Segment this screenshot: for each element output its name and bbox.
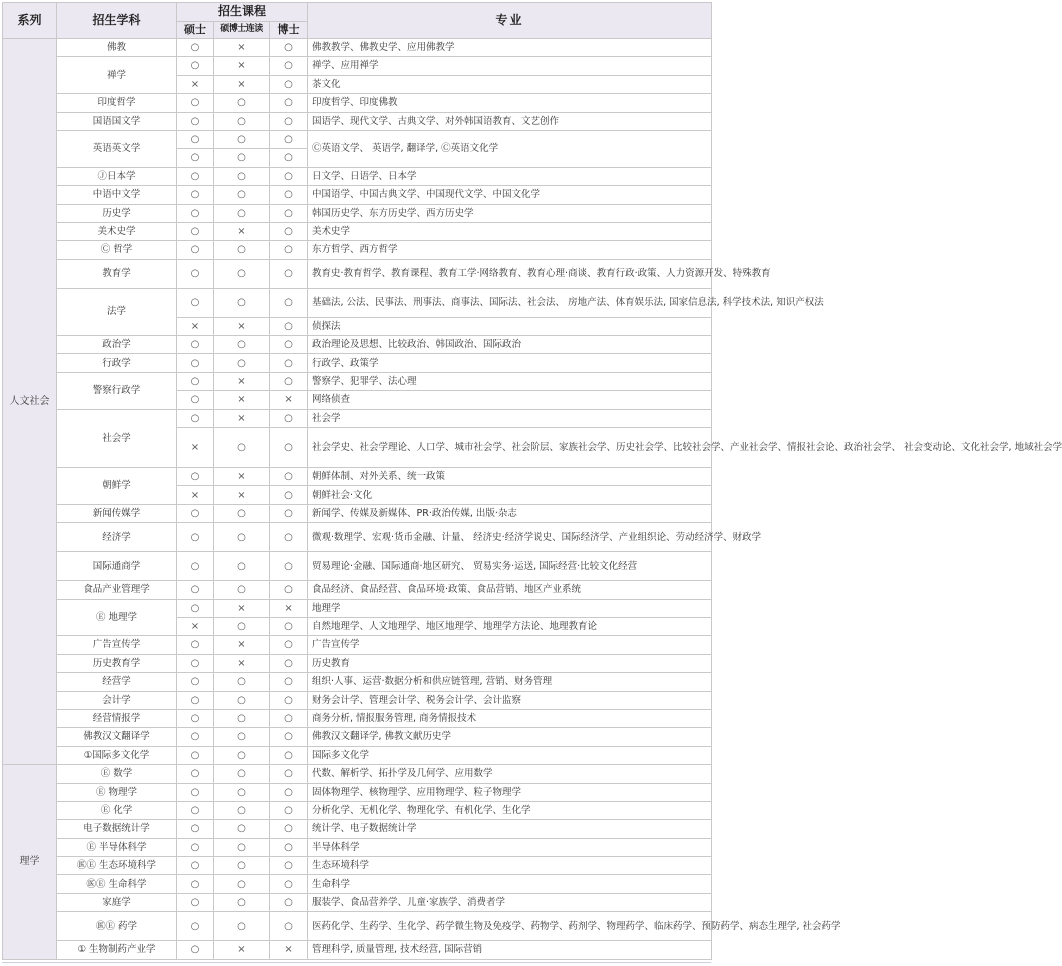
subject-cell: Ⓔ 半导体科学: [57, 838, 177, 856]
masters-mark: ×: [177, 617, 214, 635]
subject-cell: 会计学: [57, 691, 177, 709]
major-cell: 侦探法: [308, 317, 712, 335]
masters-mark: ○: [177, 94, 214, 112]
combined-mark: ×: [214, 372, 270, 390]
major-cell: 分析化学、无机化学、物理化学、有机化学、生化学: [308, 801, 712, 819]
masters-mark: ○: [177, 581, 214, 599]
masters-mark: ○: [177, 186, 214, 204]
masters-mark: ○: [177, 941, 214, 959]
masters-mark: ○: [177, 893, 214, 911]
subject-cell: 历史学: [57, 204, 177, 222]
combined-mark: ×: [214, 486, 270, 504]
major-cell: 历史教育: [308, 654, 712, 672]
table-row: [3, 691, 712, 709]
masters-mark: ○: [177, 523, 214, 552]
masters-mark: ○: [177, 167, 214, 185]
table-row: [3, 57, 712, 75]
doctor-mark: ○: [270, 57, 308, 75]
combined-mark: ○: [214, 746, 270, 764]
major-cell: 医药化学、生药学、生化学、药学微生物及免疫学、药物学、药剂学、物理药学、临床药学、预防药学、病态生理学, 社会药学: [308, 912, 712, 941]
masters-mark: ○: [177, 636, 214, 654]
major-cell: 佛教汉文翻译学, 佛教文献历史学: [308, 728, 712, 746]
doctor-mark: ×: [270, 599, 308, 617]
doctor-mark: ○: [270, 875, 308, 893]
subject-cell: 食品产业管理学: [57, 581, 177, 599]
major-cell: 佛教教学、佛教史学、应用佛教学: [308, 39, 712, 57]
doctor-mark: ○: [270, 167, 308, 185]
combined-mark: ○: [214, 428, 270, 468]
doctor-mark: ○: [270, 617, 308, 635]
masters-mark: ○: [177, 112, 214, 130]
doctor-mark: ○: [270, 552, 308, 581]
masters-mark: ○: [177, 728, 214, 746]
major-cell: 财务会计学、管理会计学、税务会计学、会计监察: [308, 691, 712, 709]
table-row: [3, 820, 712, 838]
major-cell: 基础法, 公法、民事法、刑事法、商事法、国际法、社会法、 房地产法、体育娱乐法, 国家信息法, 科学技术法, 知识产权法: [308, 288, 712, 317]
combined-mark: ○: [214, 783, 270, 801]
doctor-mark: ○: [270, 893, 308, 911]
masters-mark: ○: [177, 409, 214, 427]
doctor-mark: ○: [270, 523, 308, 552]
doctor-mark: ×: [270, 391, 308, 409]
masters-mark: ×: [177, 317, 214, 335]
masters-mark: ○: [177, 673, 214, 691]
major-cell: 服装学、食品营养学、儿童·家族学、消费者学: [308, 893, 712, 911]
doctor-mark: ○: [270, 820, 308, 838]
table-header: [3, 3, 712, 39]
doctor-mark: ○: [270, 486, 308, 504]
doctor-mark: ○: [270, 204, 308, 222]
table-row: [3, 94, 712, 112]
masters-mark: ○: [177, 654, 214, 672]
subject-cell: 社会学: [57, 409, 177, 467]
doctor-mark: ○: [270, 581, 308, 599]
doctor-mark: ○: [270, 801, 308, 819]
table-row: [3, 941, 712, 959]
combined-mark: ○: [214, 765, 270, 783]
table-row: [3, 599, 712, 617]
subject-cell: ㊩Ⓔ 生命科学: [57, 875, 177, 893]
subject-cell: 历史教育学: [57, 654, 177, 672]
subject-cell: Ⓔ 化学: [57, 801, 177, 819]
doctor-mark: ○: [270, 94, 308, 112]
doctor-mark: ○: [270, 354, 308, 372]
major-cell: 社会学: [308, 409, 712, 427]
major-cell: 政治理论及思想、比较政治、韩国政治、国际政治: [308, 336, 712, 354]
table-row: [3, 728, 712, 746]
table-row: [3, 468, 712, 486]
doctor-mark: ○: [270, 428, 308, 468]
masters-mark: ○: [177, 552, 214, 581]
masters-mark: ○: [177, 57, 214, 75]
table-row: [3, 801, 712, 819]
doctor-mark: ○: [270, 259, 308, 288]
header-masters: 硕士: [177, 22, 214, 39]
combined-mark: ○: [214, 838, 270, 856]
subject-cell: ①国际多文化学: [57, 746, 177, 764]
masters-mark: ○: [177, 288, 214, 317]
table-row: [3, 39, 712, 57]
major-cell: 中国语学、中国古典文学、中国现代文学、中国文化学: [308, 186, 712, 204]
subject-cell: ㊩Ⓔ 生态环境科学: [57, 857, 177, 875]
subject-cell: 电子数据统计学: [57, 820, 177, 838]
major-cell: 新闻学、传媒及新媒体、PR·政治传媒, 出版·杂志: [308, 504, 712, 522]
combined-mark: ×: [214, 39, 270, 57]
major-cell: 东方哲学、西方哲学: [308, 241, 712, 259]
major-cell: Ⓒ英语文学、 英语学, 翻译学, Ⓒ英语文化学: [308, 130, 712, 167]
table-row: [3, 857, 712, 875]
table-row: [3, 336, 712, 354]
combined-mark: ×: [214, 57, 270, 75]
subject-cell: 中语中文学: [57, 186, 177, 204]
table-row: [3, 112, 712, 130]
header-doctor: 博士: [270, 22, 308, 39]
combined-mark: ○: [214, 504, 270, 522]
major-cell: 生态环境科学: [308, 857, 712, 875]
subject-cell: 朝鲜学: [57, 468, 177, 505]
doctor-mark: ○: [270, 504, 308, 522]
subject-cell: ㊩Ⓔ 药学: [57, 912, 177, 941]
subject-cell: 印度哲学: [57, 94, 177, 112]
masters-mark: ○: [177, 765, 214, 783]
combined-mark: ○: [214, 857, 270, 875]
doctor-mark: ○: [270, 857, 308, 875]
bottom-divider: [2, 962, 711, 963]
table-row: [3, 259, 712, 288]
doctor-mark: ○: [270, 75, 308, 93]
masters-mark: ○: [177, 746, 214, 764]
masters-mark: ○: [177, 204, 214, 222]
doctor-mark: ○: [270, 149, 308, 167]
doctor-mark: ○: [270, 912, 308, 941]
combined-mark: ×: [214, 468, 270, 486]
masters-mark: ○: [177, 354, 214, 372]
subject-cell: 经营学: [57, 673, 177, 691]
masters-mark: ○: [177, 241, 214, 259]
subject-cell: Ⓔ 物理学: [57, 783, 177, 801]
table-row: [3, 167, 712, 185]
combined-mark: ○: [214, 259, 270, 288]
major-cell: 朝鲜体制、对外关系、统一政策: [308, 468, 712, 486]
header-courses: 招生课程: [177, 3, 308, 22]
combined-mark: ×: [214, 409, 270, 427]
doctor-mark: ○: [270, 39, 308, 57]
masters-mark: ×: [177, 428, 214, 468]
subject-cell: 法学: [57, 288, 177, 335]
combined-mark: ○: [214, 617, 270, 635]
table-row: [3, 893, 712, 911]
combined-mark: ○: [214, 912, 270, 941]
masters-mark: ○: [177, 783, 214, 801]
subject-cell: 国语国文学: [57, 112, 177, 130]
major-cell: 韩国历史学、东方历史学、西方历史学: [308, 204, 712, 222]
doctor-mark: ○: [270, 746, 308, 764]
masters-mark: ○: [177, 504, 214, 522]
combined-mark: ×: [214, 636, 270, 654]
major-cell: 印度哲学、印度佛教: [308, 94, 712, 112]
table-row: [3, 783, 712, 801]
table-row: [3, 504, 712, 522]
subject-cell: 教育学: [57, 259, 177, 288]
doctor-mark: ○: [270, 783, 308, 801]
major-cell: 行政学、政策学: [308, 354, 712, 372]
major-cell: 国际多文化学: [308, 746, 712, 764]
table-row: [3, 746, 712, 764]
subject-cell: Ⓒ 哲学: [57, 241, 177, 259]
major-cell: 食品经济、食品经营、食品环境·政策、食品营销、地区产业系统: [308, 581, 712, 599]
subject-cell: Ⓙ日本学: [57, 167, 177, 185]
table-row: [3, 288, 712, 317]
combined-mark: ×: [214, 941, 270, 959]
subject-cell: 经营情报学: [57, 709, 177, 727]
dept-cell: 理学: [3, 765, 57, 960]
combined-mark: ○: [214, 893, 270, 911]
table-row: [3, 552, 712, 581]
combined-mark: ○: [214, 691, 270, 709]
doctor-mark: ○: [270, 636, 308, 654]
masters-mark: ○: [177, 222, 214, 240]
subject-cell: 佛教汉文翻译学: [57, 728, 177, 746]
doctor-mark: ○: [270, 372, 308, 390]
combined-mark: ○: [214, 673, 270, 691]
table-row: [3, 709, 712, 727]
doctor-mark: ○: [270, 130, 308, 148]
combined-mark: ○: [214, 112, 270, 130]
combined-mark: ○: [214, 801, 270, 819]
subject-cell: 警察行政学: [57, 372, 177, 409]
subject-cell: 英语英文学: [57, 130, 177, 167]
combined-mark: ○: [214, 336, 270, 354]
subject-cell: 禅学: [57, 57, 177, 94]
header-combined: 硕博士连读: [214, 22, 270, 39]
masters-mark: ×: [177, 75, 214, 93]
combined-mark: ×: [214, 75, 270, 93]
doctor-mark: ×: [270, 941, 308, 959]
combined-mark: ×: [214, 654, 270, 672]
header-major: 专业: [308, 3, 712, 39]
major-cell: 生命科学: [308, 875, 712, 893]
masters-mark: ○: [177, 39, 214, 57]
table-row: [3, 581, 712, 599]
major-cell: 日文学、日语学、日本学: [308, 167, 712, 185]
masters-mark: ○: [177, 709, 214, 727]
subject-cell: Ⓔ 数学: [57, 765, 177, 783]
masters-mark: ○: [177, 599, 214, 617]
masters-mark: ○: [177, 838, 214, 856]
doctor-mark: ○: [270, 728, 308, 746]
subject-cell: 经济学: [57, 523, 177, 552]
doctor-mark: ○: [270, 112, 308, 130]
combined-mark: ○: [214, 709, 270, 727]
combined-mark: ○: [214, 523, 270, 552]
doctor-mark: ○: [270, 317, 308, 335]
doctor-mark: ○: [270, 241, 308, 259]
header-dept: 系列: [3, 3, 57, 39]
subject-cell: 家庭学: [57, 893, 177, 911]
subject-cell: 国际通商学: [57, 552, 177, 581]
combined-mark: ○: [214, 288, 270, 317]
major-cell: 组织·人事、运营·数据分析和供应链管理, 营销、财务管理: [308, 673, 712, 691]
table-row: [3, 354, 712, 372]
doctor-mark: ○: [270, 409, 308, 427]
major-cell: 社会学史、社会学理论、人口学、城市社会学、社会阶层、家族社会学、历史社会学、比较社会学、产业社会学、情报社会论、政治社会学、 社会变动论、文化社会学, 地域社会学: [308, 428, 712, 468]
combined-mark: ○: [214, 204, 270, 222]
masters-mark: ×: [177, 486, 214, 504]
doctor-mark: ○: [270, 709, 308, 727]
table-row: [3, 130, 712, 148]
doctor-mark: ○: [270, 222, 308, 240]
doctor-mark: ○: [270, 468, 308, 486]
subject-cell: 新闻传媒学: [57, 504, 177, 522]
table-row: [3, 654, 712, 672]
doctor-mark: ○: [270, 673, 308, 691]
doctor-mark: ○: [270, 838, 308, 856]
masters-mark: ○: [177, 875, 214, 893]
masters-mark: ○: [177, 336, 214, 354]
major-cell: 美术史学: [308, 222, 712, 240]
combined-mark: ×: [214, 599, 270, 617]
combined-mark: ○: [214, 581, 270, 599]
doctor-mark: ○: [270, 654, 308, 672]
masters-mark: ○: [177, 130, 214, 148]
combined-mark: ○: [214, 94, 270, 112]
table-row: [3, 186, 712, 204]
masters-mark: ○: [177, 912, 214, 941]
combined-mark: ○: [214, 167, 270, 185]
table-row: [3, 372, 712, 390]
combined-mark: ×: [214, 317, 270, 335]
table-row: [3, 241, 712, 259]
major-cell: 管理科学, 质量管理, 技术经营, 国际营销: [308, 941, 712, 959]
table-row: [3, 523, 712, 552]
table-row: [3, 838, 712, 856]
combined-mark: ○: [214, 820, 270, 838]
subject-cell: ① 生物制药产业学: [57, 941, 177, 959]
masters-mark: ○: [177, 391, 214, 409]
combined-mark: ○: [214, 241, 270, 259]
major-cell: 贸易理论·金融、国际通商·地区研究、 贸易实务·运送, 国际经营·比较文化经营: [308, 552, 712, 581]
major-cell: 固体物理学、核物理学、应用物理学、粒子物理学: [308, 783, 712, 801]
combined-mark: ×: [214, 391, 270, 409]
masters-mark: ○: [177, 259, 214, 288]
doctor-mark: ○: [270, 186, 308, 204]
major-cell: 茶文化: [308, 75, 712, 93]
subject-cell: 行政学: [57, 354, 177, 372]
major-cell: 半导体科学: [308, 838, 712, 856]
masters-mark: ○: [177, 468, 214, 486]
masters-mark: ○: [177, 820, 214, 838]
combined-mark: ○: [214, 875, 270, 893]
major-cell: 地理学: [308, 599, 712, 617]
header-subject: 招生学科: [57, 3, 177, 39]
masters-mark: ○: [177, 801, 214, 819]
doctor-mark: ○: [270, 765, 308, 783]
doctor-mark: ○: [270, 691, 308, 709]
major-cell: 网络侦查: [308, 391, 712, 409]
table-body: [3, 39, 1062, 960]
major-cell: 自然地理学、人文地理学、地区地理学、地理学方法论、地理教育论: [308, 617, 712, 635]
masters-mark: ○: [177, 691, 214, 709]
major-cell: 微观·数理学、宏观·货币金融、计量、 经济史·经济学说史、国际经济学、产业组织论、劳动经济学、财政学: [308, 523, 712, 552]
combined-mark: ○: [214, 149, 270, 167]
combined-mark: ○: [214, 130, 270, 148]
masters-mark: ○: [177, 857, 214, 875]
table-row: [3, 673, 712, 691]
major-cell: 广告宣传学: [308, 636, 712, 654]
combined-mark: ○: [214, 186, 270, 204]
table-row: [3, 222, 712, 240]
subject-cell: 美术史学: [57, 222, 177, 240]
table-row: [3, 765, 712, 783]
major-cell: 商务分析, 情报服务管理, 商务情报技术: [308, 709, 712, 727]
major-cell: 教育史·教育哲学、教育课程、教育工学·网络教育、教育心理·商谈、教育行政·政策、人力资源开发、特殊教育: [308, 259, 712, 288]
subject-cell: Ⓔ 地理学: [57, 599, 177, 636]
subject-cell: 广告宣传学: [57, 636, 177, 654]
major-cell: 代数、解析学、拓扑学及几何学、应用数学: [308, 765, 712, 783]
masters-mark: ○: [177, 372, 214, 390]
table-row: [3, 409, 712, 427]
major-cell: 统计学、电子数据统计学: [308, 820, 712, 838]
masters-mark: ○: [177, 149, 214, 167]
table-row: [3, 875, 712, 893]
table-row: [3, 636, 712, 654]
major-cell: 国语学、现代文学、古典文学、对外韩国语教育、文艺创作: [308, 112, 712, 130]
combined-mark: ○: [214, 552, 270, 581]
major-cell: 朝鲜社会·文化: [308, 486, 712, 504]
table-row: [3, 912, 712, 941]
combined-mark: ○: [214, 354, 270, 372]
subject-cell: 政治学: [57, 336, 177, 354]
table-row: [3, 204, 712, 222]
combined-mark: ×: [214, 222, 270, 240]
combined-mark: ○: [214, 728, 270, 746]
doctor-mark: ○: [270, 336, 308, 354]
major-cell: 警察学、犯罪学、法心理: [308, 372, 712, 390]
major-cell: 禅学、应用禅学: [308, 57, 712, 75]
subject-cell: 佛教: [57, 39, 177, 57]
dept-cell: 人文社会: [3, 39, 57, 765]
doctor-mark: ○: [270, 288, 308, 317]
program-table: [2, 2, 1062, 960]
